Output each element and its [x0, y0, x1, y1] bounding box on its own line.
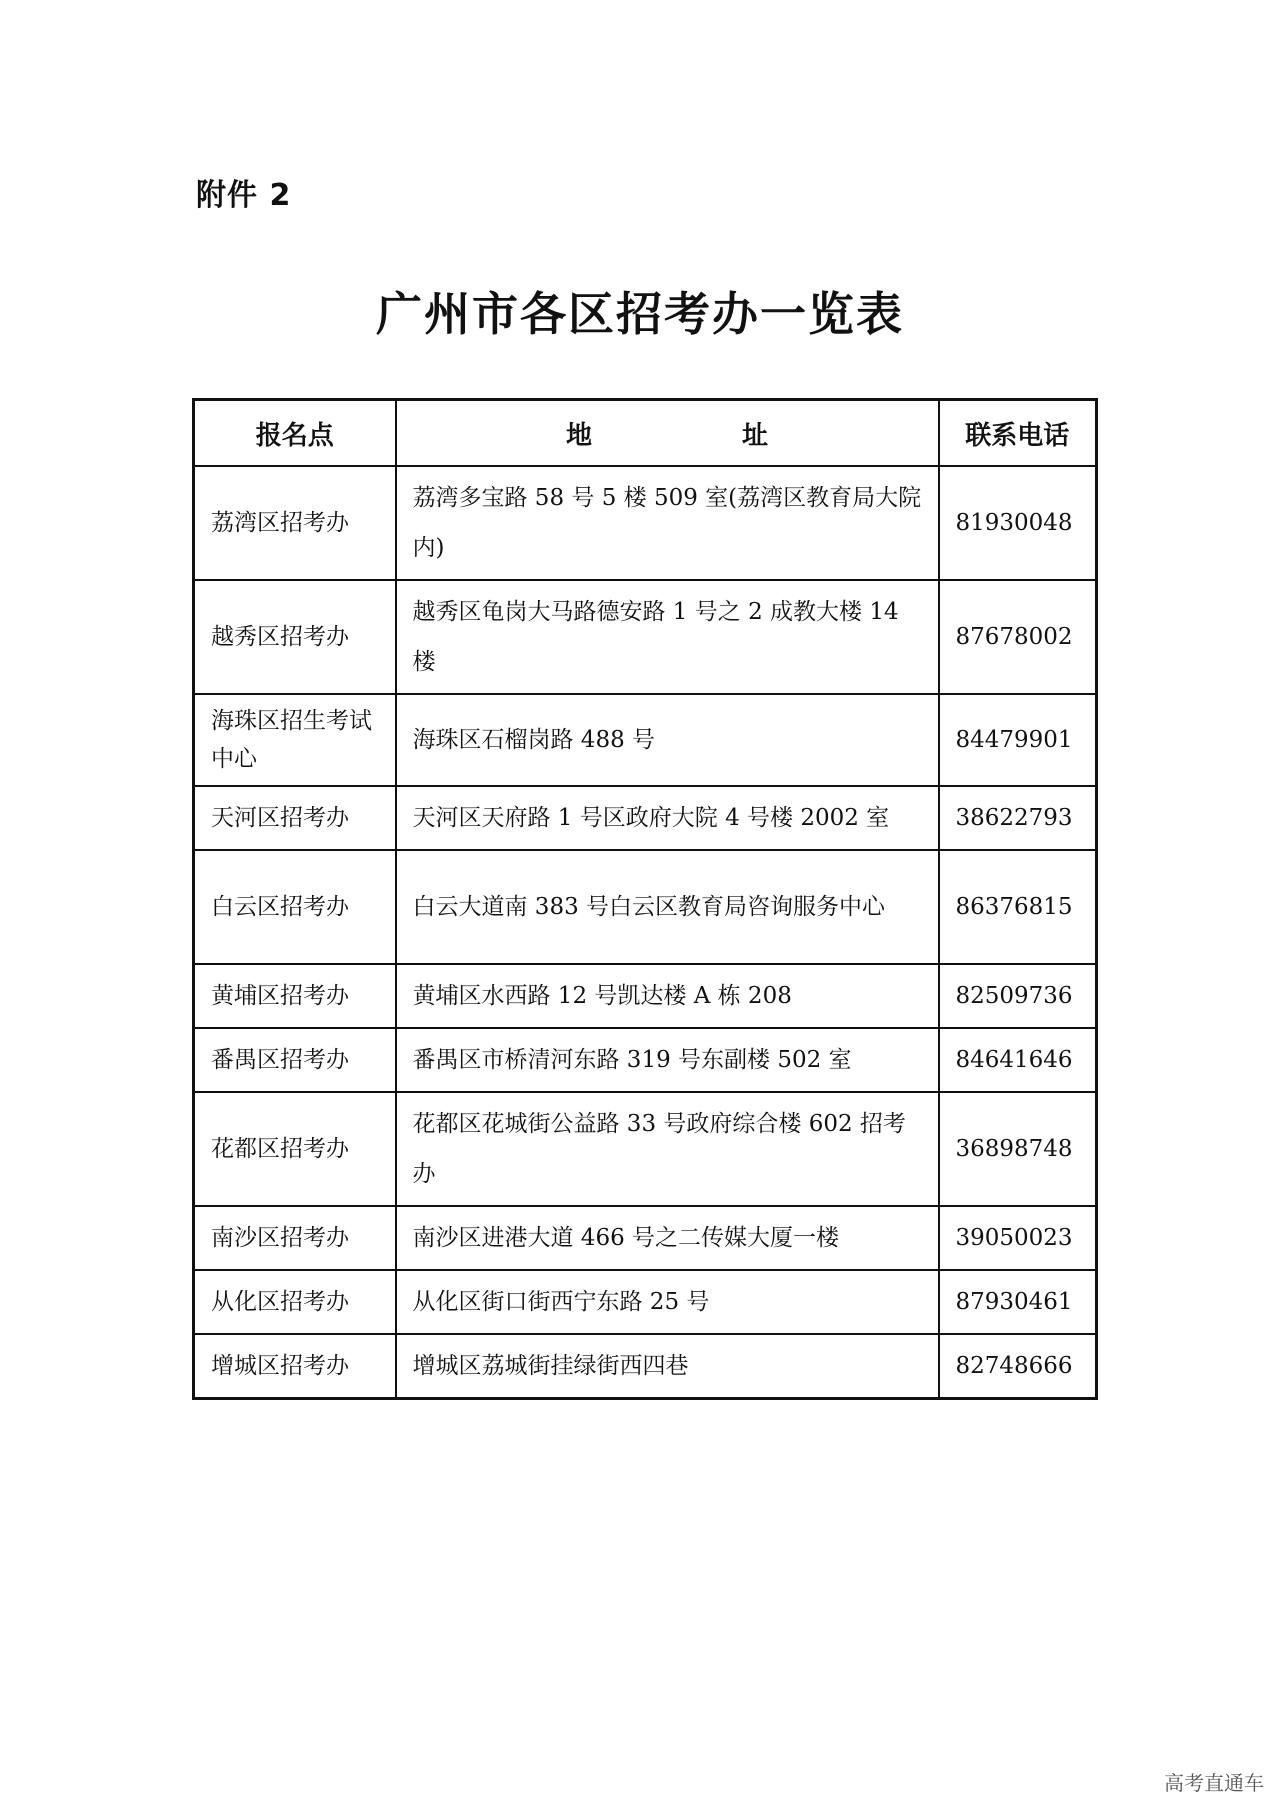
table-row [194, 1270, 1097, 1334]
address-cell: 增城区荔城街挂绿街西四巷 [396, 1334, 939, 1399]
table-row [194, 1028, 1097, 1092]
address-cell: 黄埔区水西路 12 号凯达楼 A 栋 208 [396, 964, 939, 1028]
phone-cell: 82748666 [939, 1334, 1097, 1399]
address-cell: 荔湾多宝路 58 号 5 楼 509 室(荔湾区教育局大院内) [396, 466, 939, 580]
table-row [194, 850, 1097, 964]
table-row [194, 1334, 1097, 1399]
phone-cell: 87930461 [939, 1270, 1097, 1334]
phone-cell: 86376815 [939, 850, 1097, 964]
office-table [192, 398, 1098, 1400]
site-cell: 番禺区招考办 [194, 1028, 396, 1092]
site-cell: 海珠区招生考试中心 [194, 694, 396, 786]
header-address-left: 地 [565, 420, 592, 451]
table-row [194, 1092, 1097, 1206]
table-row [194, 1206, 1097, 1270]
site-cell: 天河区招考办 [194, 786, 396, 850]
address-cell: 从化区街口街西宁东路 25 号 [396, 1270, 939, 1334]
site-cell: 白云区招考办 [194, 850, 396, 964]
address-cell: 海珠区石榴岗路 488 号 [396, 694, 939, 786]
address-cell: 越秀区龟岗大马路德安路 1 号之 2 成教大楼 14 楼 [396, 580, 939, 694]
watermark: 高考直通车 [1164, 1771, 1264, 1795]
phone-cell: 38622793 [939, 786, 1097, 850]
header-address-right: 址 [742, 420, 769, 451]
address-cell: 白云大道南 383 号白云区教育局咨询服务中心 [396, 850, 939, 964]
address-cell: 南沙区进港大道 466 号之二传媒大厦一楼 [396, 1206, 939, 1270]
table-row [194, 694, 1097, 786]
site-cell: 南沙区招考办 [194, 1206, 396, 1270]
site-cell: 增城区招考办 [194, 1334, 396, 1399]
site-cell: 荔湾区招考办 [194, 466, 396, 580]
table-row [194, 466, 1097, 580]
phone-cell: 81930048 [939, 466, 1097, 580]
address-cell: 花都区花城街公益路 33 号政府综合楼 602 招考办 [396, 1092, 939, 1206]
table-row [194, 964, 1097, 1028]
phone-cell: 87678002 [939, 580, 1097, 694]
office-table-container [192, 398, 1095, 1400]
phone-cell: 36898748 [939, 1092, 1097, 1206]
table-header-row [194, 400, 1097, 467]
header-site: 报名点 [194, 400, 396, 467]
page-title: 广州市各区招考办一览表 [376, 287, 904, 341]
attachment-label: 附件 2 [196, 178, 292, 213]
phone-cell: 84479901 [939, 694, 1097, 786]
site-cell: 越秀区招考办 [194, 580, 396, 694]
address-cell: 番禺区市桥清河东路 319 号东副楼 502 室 [396, 1028, 939, 1092]
address-cell: 天河区天府路 1 号区政府大院 4 号楼 2002 室 [396, 786, 939, 850]
site-cell: 黄埔区招考办 [194, 964, 396, 1028]
header-address [396, 400, 939, 467]
phone-cell: 82509736 [939, 964, 1097, 1028]
phone-cell: 84641646 [939, 1028, 1097, 1092]
table-row [194, 786, 1097, 850]
phone-cell: 39050023 [939, 1206, 1097, 1270]
site-cell: 从化区招考办 [194, 1270, 396, 1334]
site-cell: 花都区招考办 [194, 1092, 396, 1206]
header-phone: 联系电话 [939, 400, 1097, 467]
table-row [194, 580, 1097, 694]
